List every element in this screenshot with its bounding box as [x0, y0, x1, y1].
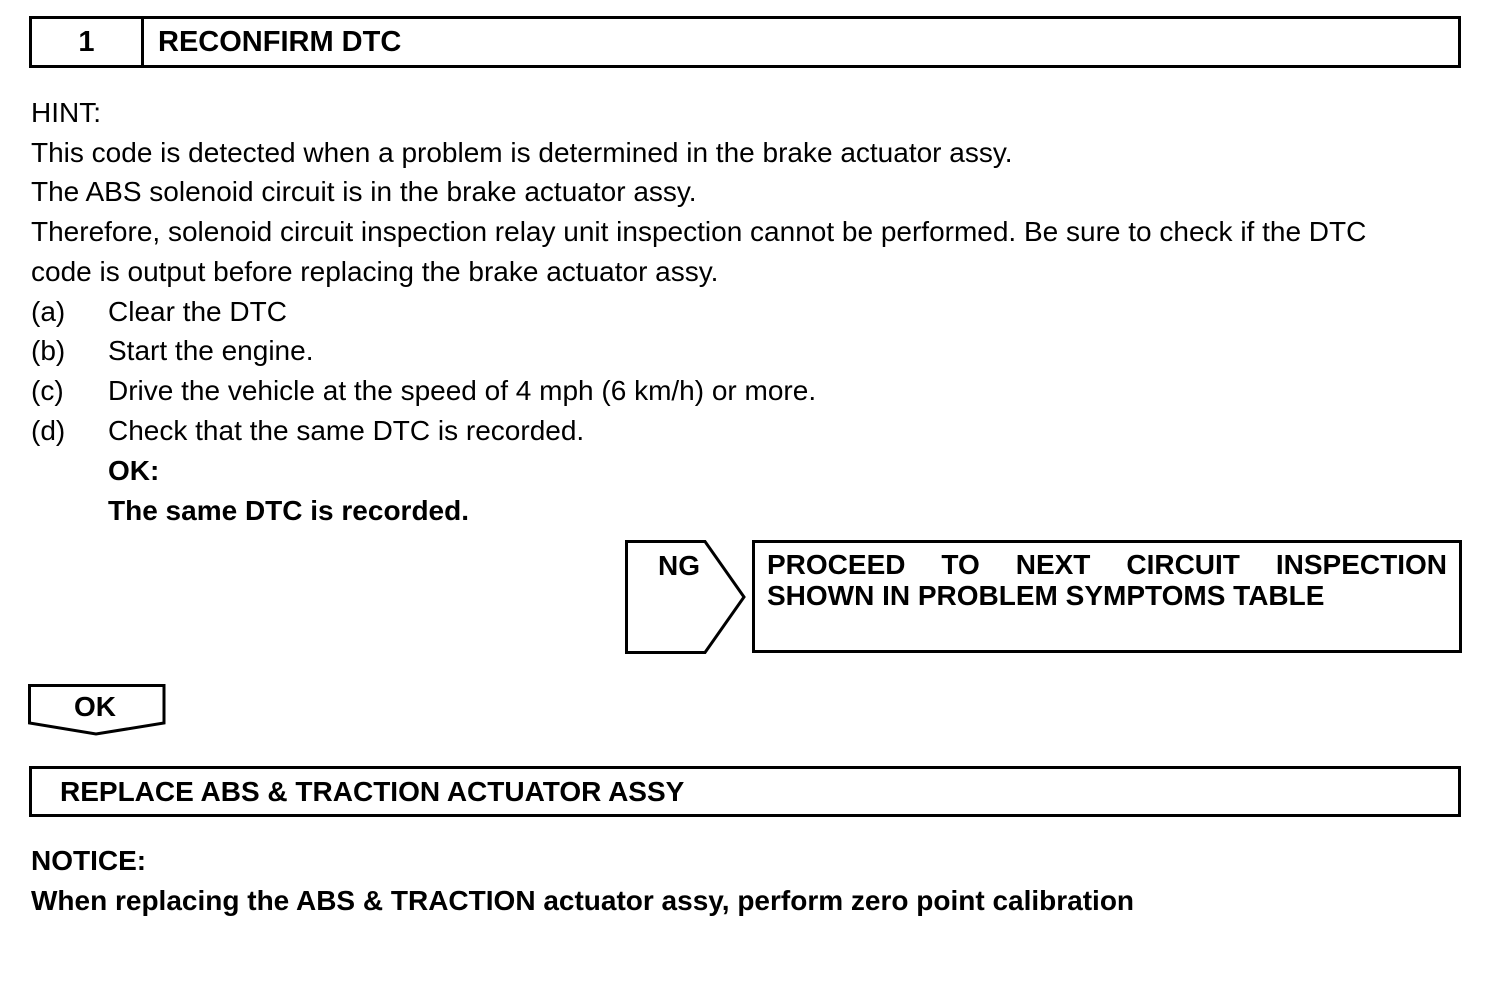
ng-result-line-2: SHOWN IN PROBLEM SYMPTOMS TABLE: [767, 580, 1325, 611]
ng-label: NG: [658, 550, 700, 581]
ok-condition-text: The same DTC is recorded.: [108, 495, 470, 526]
procedure-step-text: Check that the same DTC is recorded.: [108, 415, 585, 446]
procedure-step-text: Drive the vehicle at the speed of 4 mph (6 km/h) or more.: [108, 375, 817, 406]
hint-line: This code is detected when a problem is determined in the brake actuator assy.: [31, 137, 1013, 168]
step-header: [29, 16, 1461, 68]
notice-text: When replacing the ABS & TRACTION actuator assy, perform zero point calibration: [31, 885, 1135, 916]
hint-line: The ABS solenoid circuit is in the brake actuator assy.: [31, 176, 697, 207]
action-box: [29, 766, 1461, 817]
step-number: 1: [32, 19, 144, 65]
ng-word: PROCEED: [767, 549, 906, 580]
action-text: REPLACE ABS & TRACTION ACTUATOR ASSY: [60, 775, 685, 807]
procedure-step-tag: (b): [31, 335, 66, 366]
ng-word: CIRCUIT: [1126, 549, 1240, 580]
ng-result-box: [752, 540, 1462, 653]
procedure-step-text: Start the engine.: [108, 335, 314, 366]
ng-word: NEXT: [1015, 549, 1091, 580]
ok-arrow-label: OK: [74, 691, 116, 722]
procedure-step-tag: (d): [31, 415, 66, 446]
procedure-step-tag: (a): [31, 296, 66, 327]
ng-word: TO: [941, 549, 980, 580]
procedure-step-text: Clear the DTC: [108, 296, 287, 327]
step-title: RECONFIRM DTC: [158, 25, 402, 58]
hint-line: code is output before replacing the brake actuator assy.: [31, 256, 719, 287]
notice-label: NOTICE:: [31, 845, 147, 876]
ng-result-line-1: [767, 549, 1447, 580]
hint-label: HINT:: [31, 97, 101, 128]
ok-condition-label: OK:: [108, 455, 160, 486]
hint-line: Therefore, solenoid circuit inspection relay unit inspection cannot be performed. Be sure to check if the DTC: [31, 216, 1367, 247]
procedure-step-tag: (c): [31, 375, 64, 406]
ng-word: INSPECTION: [1275, 549, 1447, 580]
